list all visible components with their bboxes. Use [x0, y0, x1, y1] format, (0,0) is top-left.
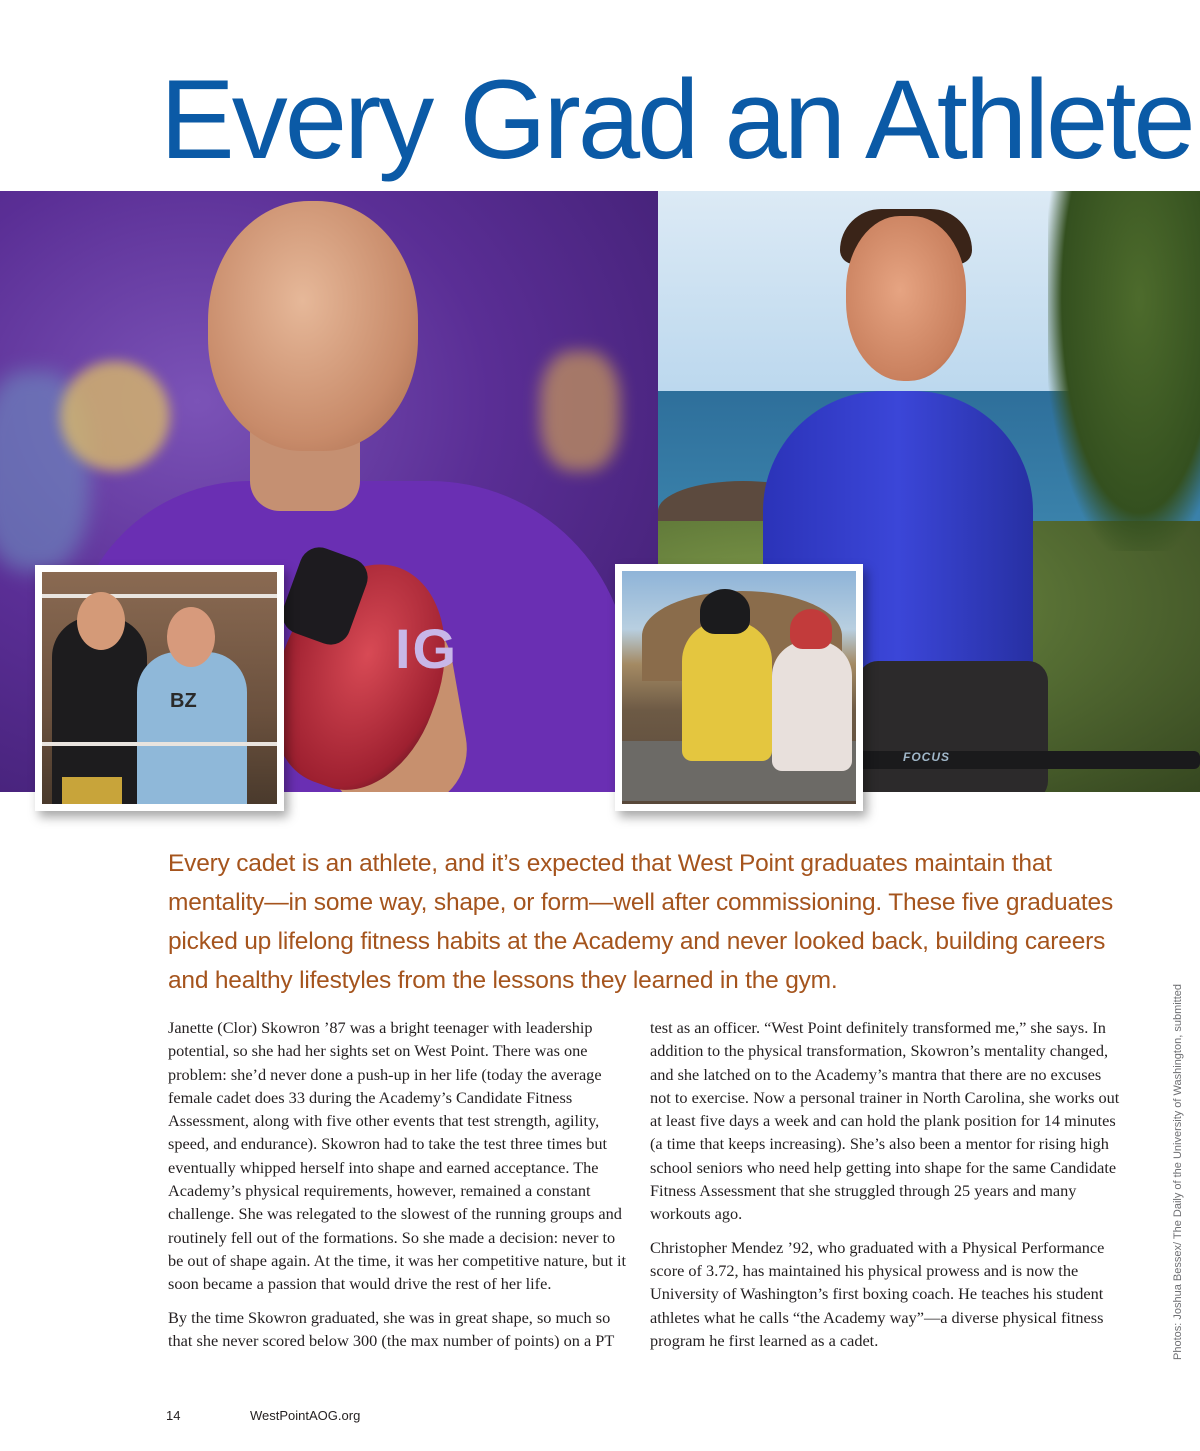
bike-frame-label: FOCUS [903, 750, 950, 764]
body-column-left [168, 1016, 634, 1362]
body-paragraph: By the time Skowron graduated, she was in great shape, so much so that she never scored below 300 (the max number of points) on a PT [168, 1307, 615, 1350]
page-title: Every Grad an Athlete [160, 57, 1193, 182]
page-number: 14 [166, 1408, 181, 1423]
inset-shirt-lettering: BZ [170, 690, 197, 712]
body-column-right [650, 1016, 1120, 1362]
website-link[interactable]: WestPointAOG.org [250, 1408, 361, 1423]
body-paragraph: Janette (Clor) Skowron ’87 was a bright teenager with leadership potential, so she had her sights set on West Point. There was one problem: she’d never done a push-up in her life (today the average female cadet does 33 during the Academy’s Candidate Fitness Assessment, along with five other events that test strength, agility, speed, and endurance). Skowron had to take the test three times but eventually whipped herself into shape and earned acceptance. The Academy’s physical requirements, however, remained a constant challenge. She was relegated to the slowest of the running groups and routinely fell out of the formations. So she made a decision: never to be out of shape again. At the time, it was her competitive nature, but it soon became a passion that would drive the rest of her life. [168, 1018, 627, 1294]
lede-paragraph: Every cadet is an athlete, and it’s expected that West Point graduates maintain that mentality—in some way, shape, or form—well after commissioning. These five graduates picked up lifelong fitness habits at the Academy and never looked back, building careers and healthy lifestyles from the lessons they learned in the gym. [168, 850, 1113, 994]
photo-credit: Photos: Joshua Bessex/ The Daily of the University of Washington, submitted [1172, 983, 1184, 1360]
body-paragraph: Christopher Mendez ’92, who graduated with a Physical Performance score of 3.72, has maintained his physical prowess and is now the University of Washington’s first boxing coach. He teaches his student athletes what he calls “the Academy way”—a diverse physical fitness program he first learned as a cadet. [650, 1237, 1105, 1350]
cyclists-inset-photo [615, 564, 863, 811]
body-paragraph-continued: test as an officer. “West Point definitely transformed me,” she says. In addition to the physical transformation, Skowron’s mentality changed, and she latched on to the Academy’s mantra that there are no excuses not to exercise. Now a personal trainer in North Carolina, she works out at least five days a week and can hold the plank position for 14 minutes (a time that keeps increasing). She’s also been a mentor for rising high school seniors who need help getting into shape for the same Candidate Fitness Assessment that she struggled through 25 years and many workouts ago. [650, 1018, 1120, 1224]
shirt-lettering: IG [395, 617, 459, 680]
boxing-ring-inset-photo [35, 565, 284, 811]
